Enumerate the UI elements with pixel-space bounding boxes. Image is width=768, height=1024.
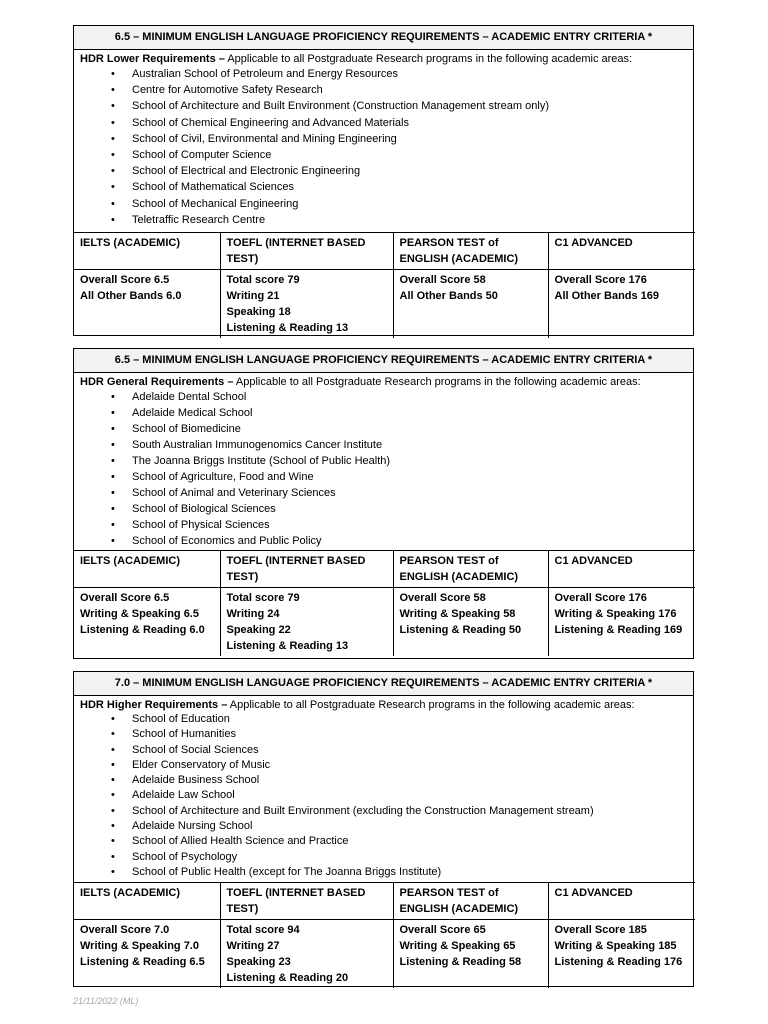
score-line: Total score 79 xyxy=(226,274,300,286)
score-line: Writing & Speaking 6.5 xyxy=(80,608,199,620)
block-intro xyxy=(74,50,693,228)
list-item: • School of Chemical Engineering and Advanced Materials xyxy=(111,115,687,131)
list-item: • School of Animal and Veterinary Sciences xyxy=(111,485,687,501)
score-line: Writing & Speaking 7.0 xyxy=(80,940,199,952)
list-item: • Australian School of Petroleum and Energy Resources xyxy=(111,66,687,82)
list-item: • School of Electrical and Electronic Engineering xyxy=(111,163,687,179)
score-line: Overall Score 58 xyxy=(399,274,486,286)
list-item: • School of Agriculture, Food and Wine xyxy=(111,469,687,485)
list-item: • Elder Conservatory of Music xyxy=(111,758,687,773)
score-line: Overall Score 6.5 xyxy=(80,274,170,286)
score-line: Writing 24 xyxy=(226,608,280,620)
list-item: • Adelaide Nursing School xyxy=(111,819,687,834)
requirements-block-general xyxy=(73,348,694,659)
score-line: Listening & Reading 6.0 xyxy=(80,624,205,636)
academic-areas-list xyxy=(80,712,687,880)
list-item: • South Australian Immunogenomics Cancer Institute xyxy=(111,437,687,453)
pearson-scores xyxy=(393,920,548,989)
list-item: • School of Mathematical Sciences xyxy=(111,179,687,195)
score-line: Listening & Reading 50 xyxy=(399,624,522,636)
list-item: • Adelaide Law School xyxy=(111,788,687,803)
c1-scores xyxy=(548,920,695,989)
list-item: • School of Social Sciences xyxy=(111,743,687,758)
score-line: Overall Score 58 xyxy=(399,592,486,604)
requirements-block-higher xyxy=(73,671,694,987)
score-line: Listening & Reading 176 xyxy=(554,956,683,968)
requirements-block-lower xyxy=(73,25,694,336)
score-line: Listening & Reading 6.5 xyxy=(80,956,205,968)
column-header-pearson: PEARSON TEST of ENGLISH (ACADEMIC) xyxy=(393,551,548,588)
toefl-scores xyxy=(220,920,393,989)
column-header-toefl: TOEFL (INTERNET BASED TEST) xyxy=(220,551,393,588)
block-title: 6.5 – MINIMUM ENGLISH LANGUAGE PROFICIENCY REQUIREMENTS – ACADEMIC ENTRY CRITERIA * xyxy=(74,26,693,50)
document-footer-date: 21/11/2022 (ML) xyxy=(73,996,139,1006)
score-line: Writing & Speaking 185 xyxy=(554,940,677,952)
list-item: • School of Education xyxy=(111,712,687,727)
score-line: Writing & Speaking 58 xyxy=(399,608,516,620)
score-line: Listening & Reading 20 xyxy=(226,972,349,984)
list-item: • School of Allied Health Science and Practice xyxy=(111,834,687,849)
academic-areas-list xyxy=(80,389,687,549)
score-line: Listening & Reading 13 xyxy=(226,322,349,334)
score-line: Listening & Reading 13 xyxy=(226,640,349,652)
table-row xyxy=(74,920,695,989)
lead-text xyxy=(80,375,687,389)
score-line: Writing & Speaking 65 xyxy=(399,940,516,952)
column-header-c1: C1 ADVANCED xyxy=(548,233,695,270)
ielts-scores xyxy=(74,270,220,339)
column-header-c1: C1 ADVANCED xyxy=(548,883,695,920)
score-line: Speaking 22 xyxy=(226,624,291,636)
table-row xyxy=(74,270,695,339)
c1-scores xyxy=(548,588,695,657)
scores-table xyxy=(74,882,695,988)
score-line: Writing 21 xyxy=(226,290,280,302)
column-header-pearson: PEARSON TEST of ENGLISH (ACADEMIC) xyxy=(393,883,548,920)
list-item: • The Joanna Briggs Institute (School of Public Health) xyxy=(111,453,687,469)
score-line: Total score 94 xyxy=(226,924,300,936)
table-header-row xyxy=(74,233,695,270)
score-line: Overall Score 6.5 xyxy=(80,592,170,604)
lead-heading: HDR Higher Requirements – xyxy=(80,699,228,711)
score-line: Overall Score 65 xyxy=(399,924,486,936)
academic-areas-list xyxy=(80,66,687,228)
score-line: Overall Score 176 xyxy=(554,274,647,286)
score-line: Listening & Reading 169 xyxy=(554,624,683,636)
score-line: All Other Bands 169 xyxy=(554,290,660,302)
toefl-scores xyxy=(220,588,393,657)
score-line: Speaking 18 xyxy=(226,306,291,318)
list-item: • School of Public Health (except for The Joanna Briggs Institute) xyxy=(111,865,687,880)
score-line: Overall Score 176 xyxy=(554,592,647,604)
list-item: • Adelaide Business School xyxy=(111,773,687,788)
list-item: • School of Architecture and Built Environment (Construction Management stream only) xyxy=(111,98,687,114)
score-line: Listening & Reading 58 xyxy=(399,956,522,968)
score-line: All Other Bands 6.0 xyxy=(80,290,182,302)
column-header-toefl: TOEFL (INTERNET BASED TEST) xyxy=(220,233,393,270)
lead-description: Applicable to all Postgraduate Research programs in the following academic areas: xyxy=(224,53,633,65)
lead-text xyxy=(80,52,687,66)
list-item: • School of Civil, Environmental and Mining Engineering xyxy=(111,131,687,147)
column-header-c1: C1 ADVANCED xyxy=(548,551,695,588)
pearson-scores xyxy=(393,588,548,657)
list-item: • School of Physical Sciences xyxy=(111,517,687,533)
lead-text xyxy=(80,698,687,712)
list-item: • School of Humanities xyxy=(111,727,687,742)
scores-table xyxy=(74,232,695,338)
block-title: 7.0 – MINIMUM ENGLISH LANGUAGE PROFICIENCY REQUIREMENTS – ACADEMIC ENTRY CRITERIA * xyxy=(74,672,693,696)
ielts-scores xyxy=(74,920,220,989)
score-line: Overall Score 185 xyxy=(554,924,647,936)
list-item: • School of Computer Science xyxy=(111,147,687,163)
list-item: • School of Economics and Public Policy xyxy=(111,533,687,549)
column-header-toefl: TOEFL (INTERNET BASED TEST) xyxy=(220,883,393,920)
score-line: Speaking 23 xyxy=(226,956,291,968)
lead-description: Applicable to all Postgraduate Research programs in the following academic areas: xyxy=(233,376,641,388)
list-item: • School of Psychology xyxy=(111,850,687,865)
list-item: • Adelaide Medical School xyxy=(111,405,687,421)
list-item: • School of Architecture and Built Environment (excluding the Construction Management stream) xyxy=(111,804,687,819)
scores-table xyxy=(74,550,695,656)
lead-heading: HDR General Requirements – xyxy=(80,376,234,388)
lead-heading: HDR Lower Requirements – xyxy=(80,53,225,65)
lead-description: Applicable to all Postgraduate Research programs in the following academic areas: xyxy=(227,699,635,711)
list-item: • Adelaide Dental School xyxy=(111,389,687,405)
list-item: • School of Biological Sciences xyxy=(111,501,687,517)
block-intro xyxy=(74,373,693,549)
list-item: • Centre for Automotive Safety Research xyxy=(111,82,687,98)
list-item: • School of Mechanical Engineering xyxy=(111,196,687,212)
column-header-ielts: IELTS (ACADEMIC) xyxy=(74,883,220,920)
score-line: Total score 79 xyxy=(226,592,300,604)
pearson-scores xyxy=(393,270,548,339)
ielts-scores xyxy=(74,588,220,657)
score-line: Overall Score 7.0 xyxy=(80,924,170,936)
score-line: Writing & Speaking 176 xyxy=(554,608,677,620)
column-header-ielts: IELTS (ACADEMIC) xyxy=(74,233,220,270)
table-header-row xyxy=(74,551,695,588)
block-title: 6.5 – MINIMUM ENGLISH LANGUAGE PROFICIENCY REQUIREMENTS – ACADEMIC ENTRY CRITERIA * xyxy=(74,349,693,373)
column-header-pearson: PEARSON TEST of ENGLISH (ACADEMIC) xyxy=(393,233,548,270)
list-item: • School of Biomedicine xyxy=(111,421,687,437)
c1-scores xyxy=(548,270,695,339)
block-intro xyxy=(74,696,693,880)
score-line: Writing 27 xyxy=(226,940,280,952)
list-item: • Teletraffic Research Centre xyxy=(111,212,687,228)
table-header-row xyxy=(74,883,695,920)
toefl-scores xyxy=(220,270,393,339)
column-header-ielts: IELTS (ACADEMIC) xyxy=(74,551,220,588)
table-row xyxy=(74,588,695,657)
score-line: All Other Bands 50 xyxy=(399,290,498,302)
